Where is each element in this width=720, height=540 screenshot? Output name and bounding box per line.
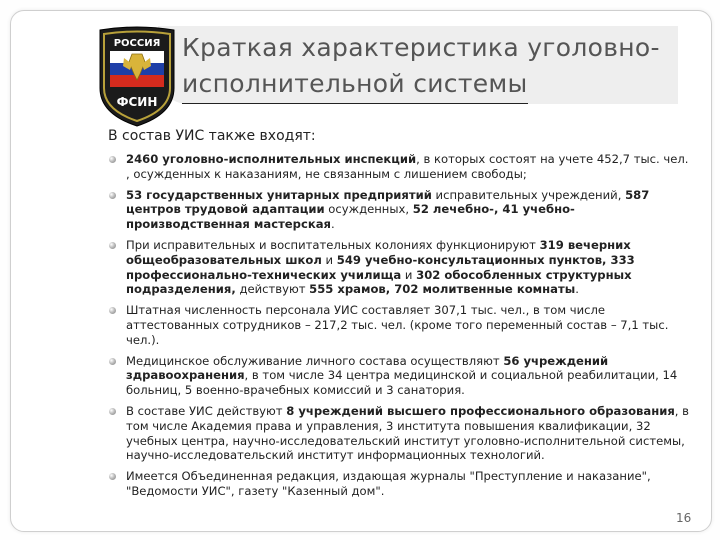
bullet-icon xyxy=(109,192,116,199)
title-line-2: исполнительной системы xyxy=(182,66,528,104)
fsin-emblem-icon xyxy=(96,24,178,128)
list-item: Штатная численность персонала УИС составляет 307,1 тыс. чел., в том числе аттестованных сотрудников – 217,2 тыс. чел. (кроме того переменный состав – 7,1 тыс. чел.). xyxy=(108,303,694,347)
list-item: При исправительных и воспитательных колониях функционируют 319 вечерних общеобразовательных школ и 549 учебно-консультационных пунктов, 333 профессионально-технических училища и 302 обособленных структурных подразделения, действуют 555 храмов, 702 молитвенные комнаты. xyxy=(108,238,694,297)
bullet-icon xyxy=(109,156,116,163)
bullet-icon xyxy=(109,473,116,480)
list-item: Имеется Объединенная редакция, издающая журналы "Преступление и наказание", "Ведомости УИС", газету "Казенный дом". xyxy=(108,469,694,499)
page-title xyxy=(182,30,702,104)
bullet-list xyxy=(108,152,694,505)
bullet-icon xyxy=(109,408,116,415)
list-item: В составе УИС действуют 8 учреждений высшего профессионального образования, в том числе Академия права и управления, 3 института повышения квалификации, 32 учебных центра, научно-исследовательский институт уголовно-исполнительной системы, научно-исследовательский институт информационных технологий. xyxy=(108,404,694,463)
page-number: 16 xyxy=(676,511,692,525)
intro-text: В состав УИС также входят: xyxy=(108,128,316,144)
list-item: 2460 уголовно-исполнительных инспекций, в которых состоят на учете 452,7 тыс. чел. , осужденных к наказаниям, не связанным с лишением свободы; xyxy=(108,152,694,182)
title-line-1: Краткая характеристика уголовно- xyxy=(182,33,660,62)
svg-text:РОССИЯ: РОССИЯ xyxy=(113,38,161,49)
bullet-icon xyxy=(109,358,116,365)
list-item: Медицинское обслуживание личного состава осуществляют 56 учреждений здравоохранения, в том числе 34 центра медицинской и социальной реабилитации, 14 больниц, 5 военно-врачебных комиссий и 3 санатория. xyxy=(108,354,694,398)
bullet-icon xyxy=(109,242,116,249)
list-item: 53 государственных унитарных предприятий исправительных учреждений, 587 центров трудовой адаптации осужденных, 52 лечебно-, 41 учебно-производственная мастерская. xyxy=(108,188,694,232)
svg-text:ФСИН: ФСИН xyxy=(116,95,158,109)
bullet-icon xyxy=(109,307,116,314)
